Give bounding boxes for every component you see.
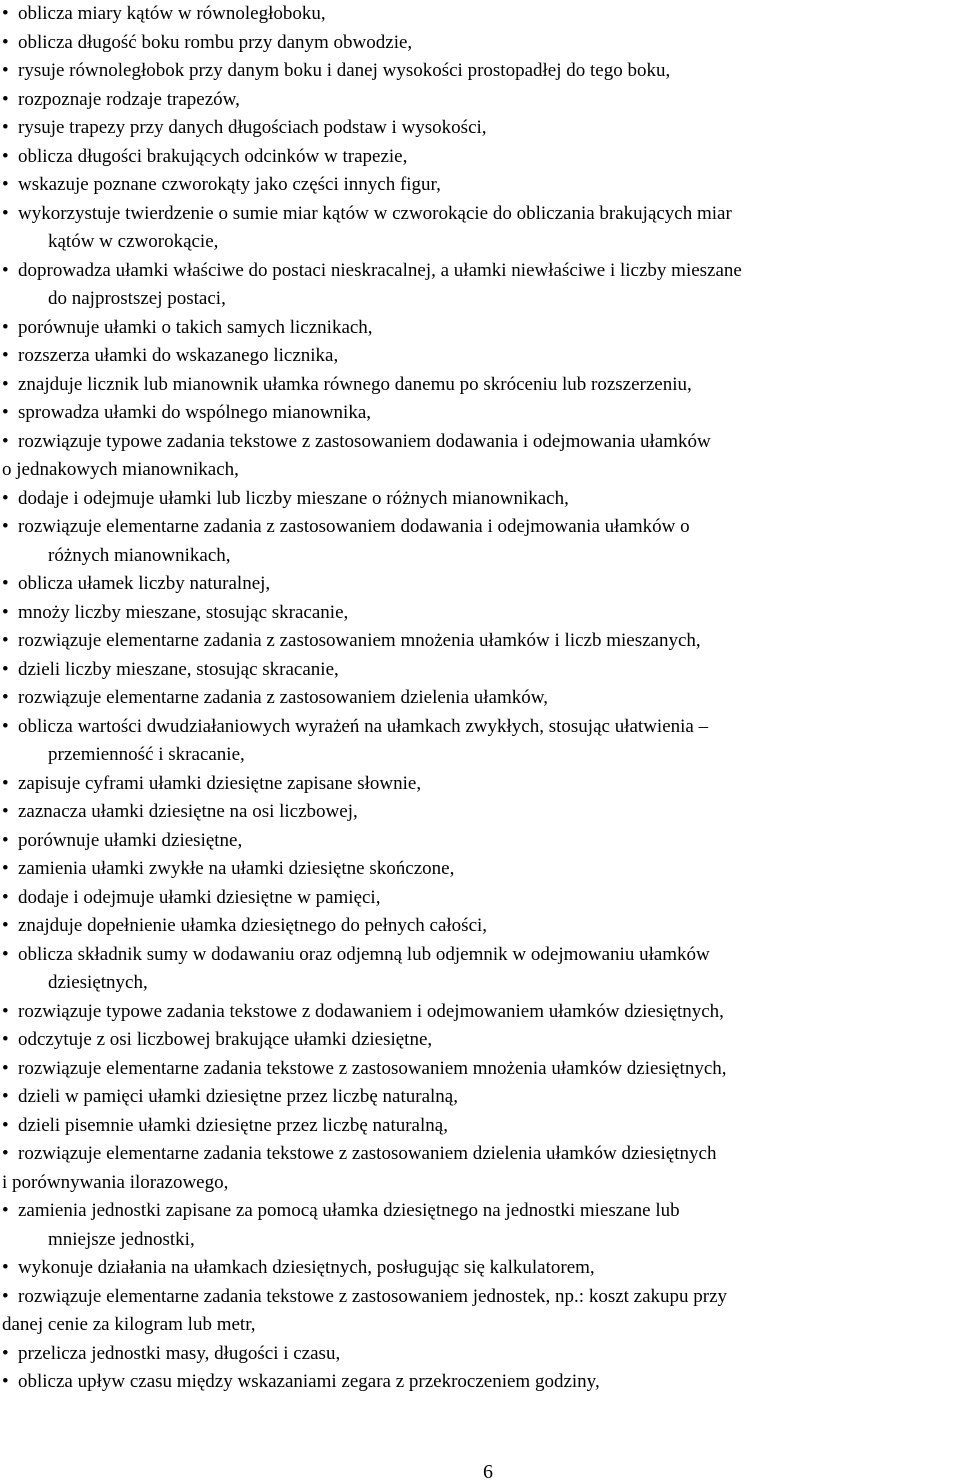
bullet-icon: • [2,516,9,537]
bullet-icon: • [2,1029,9,1050]
bullet-icon: • [2,117,9,138]
bullet-icon: • [2,1285,9,1307]
list-item-text: oblicza upływ czasu między wskazaniami zegara z przekroczeniem godziny, [18,1371,600,1392]
bullet-icon: • [2,943,9,965]
bullet-icon: • [2,1000,9,1022]
list-item-text: rozwiązuje elementarne zadania tekstowe z zastosowaniem mnożenia ułamków dziesiętnych, [18,1057,727,1079]
list-item-text: dzieli pisemnie ułamki dziesiętne przez liczbę naturalną, [18,1114,448,1136]
list-item-text: różnych mianownikach, [48,544,231,566]
bullet-icon: • [2,915,9,936]
list-item-text: mniejsze jednostki, [48,1228,195,1250]
list-item-text: sprowadza ułamki do wspólnego mianownika, [18,402,372,423]
list-item-text: rozwiązuje elementarne zadania tekstowe z zastosowaniem dzielenia ułamków dziesiętnych [18,1143,717,1164]
bullet-icon: • [2,573,9,594]
list-item-text: wskazuje poznane czworokąty jako części innych figur, [18,174,441,195]
bullet-icon: • [2,1342,9,1364]
page-number: 6 [483,1461,493,1483]
list-item-text: rozwiązuje elementarne zadania tekstowe z zastosowaniem jednostek, np.: koszt zakupu przy [18,1285,728,1307]
bullet-icon: • [2,487,9,509]
list-item-text: dodaje i odejmuje ułamki dziesiętne w pamięci, [18,886,381,908]
bullet-icon: • [2,630,9,651]
list-item-text: oblicza składnik sumy w dodawaniu oraz odjemną lub odjemnik w odejmowaniu ułamków [18,943,710,965]
list-item-text: zapisuje cyframi ułamki dziesiętne zapisane słownie, [18,772,422,794]
bullet-icon: • [2,88,9,110]
list-item-text: zaznacza ułamki dziesiętne na osi liczbowej, [18,801,358,822]
list-item-text: przelicza jednostki masy, długości i czasu, [18,1342,341,1364]
bullet-icon: • [2,202,9,224]
list-item-text: zamienia jednostki zapisane za pomocą ułamka dziesiętnego na jednostki mieszane lub [18,1200,680,1221]
list-item-text: rozwiązuje typowe zadania tekstowe z dodawaniem i odejmowaniem ułamków dziesiętnych, [18,1000,724,1022]
list-item-text: rysuje równoległobok przy danym boku i danej wysokości prostopadłej do tego boku, [18,60,671,81]
list-item-text: mnoży liczby mieszane, stosując skracanie, [18,601,349,623]
list-item-text: dzieli liczby mieszane, stosując skracanie, [18,658,339,680]
bullet-icon: • [2,3,9,24]
bullet-icon: • [2,174,9,195]
list-item-text: wykorzystuje twierdzenie o sumie miar kątów w czworokącie do obliczania brakujących miar [18,202,732,224]
bullet-icon: • [2,402,9,423]
bullet-icon: • [2,345,9,366]
list-item-text: znajduje licznik lub mianownik ułamka równego danemu po skróceniu lub rozszerzeniu, [18,373,692,395]
bullet-icon: • [2,1200,9,1221]
list-item-text: do najprostszej postaci, [48,288,226,309]
bullet-icon: • [2,715,9,737]
list-item-text: oblicza miary kątów w równoległoboku, [18,3,326,24]
list-item-text: doprowadza ułamki właściwe do postaci nieskracalnej, a ułamki niewłaściwe i liczby mieszane [18,259,742,281]
bullet-icon: • [2,1086,9,1107]
bullet-icon: • [2,145,9,167]
list-item-text: przemienność i skracanie, [48,744,245,765]
bullet-icon: • [2,886,9,908]
list-item-text: rozwiązuje elementarne zadania z zastosowaniem mnożenia ułamków i liczb mieszanych, [18,630,701,651]
list-item-text: rozszerza ułamki do wskazanego licznika, [18,345,339,366]
list-item-text: rozwiązuje elementarne zadania z zastosowaniem dodawania i odejmowania ułamków o [18,516,690,537]
bullet-icon: • [2,858,9,879]
bullet-icon: • [2,31,9,53]
list-item-text: o jednakowych mianownikach, [2,459,239,480]
list-item-text: odczytuje z osi liczbowej brakujące ułamki dziesiętne, [18,1029,433,1050]
bullet-icon: • [2,1257,9,1278]
list-item-text: rozwiązuje typowe zadania tekstowe z zastosowaniem dodawania i odejmowania ułamków [18,430,711,452]
list-item-text: danej cenie za kilogram lub metr, [2,1314,256,1335]
list-item-text: dodaje i odejmuje ułamki lub liczby mieszane o różnych mianownikach, [18,487,569,509]
list-item-text: rysuje trapezy przy danych długościach podstaw i wysokości, [18,117,487,138]
list-item-text: dziesiętnych, [48,972,148,993]
bullet-icon: • [2,430,9,452]
bullet-icon: • [2,601,9,623]
list-item-text: oblicza ułamek liczby naturalnej, [18,573,271,594]
list-item-text: rozpoznaje rodzaje trapezów, [18,88,240,110]
bullet-icon: • [2,801,9,822]
list-item-text: oblicza długości brakujących odcinków w trapezie, [18,145,408,167]
bullet-icon: • [2,373,9,395]
bullet-icon: • [2,316,9,338]
list-item-text: zamienia ułamki zwykłe na ułamki dziesiętne skończone, [18,858,455,879]
list-item-text: porównuje ułamki o takich samych licznikach, [18,316,373,338]
bullet-icon: • [2,772,9,794]
bullet-icon: • [2,1371,9,1392]
list-item-text: i porównywania ilorazowego, [2,1171,229,1193]
list-item-text: wykonuje działania na ułamkach dziesiętnych, posługując się kalkulatorem, [18,1257,595,1278]
bullet-icon: • [2,60,9,81]
list-item-text: dzieli w pamięci ułamki dziesiętne przez liczbę naturalną, [18,1086,458,1107]
list-item-text: oblicza długość boku rombu przy danym obwodzie, [18,31,413,53]
list-item-text: porównuje ułamki dziesiętne, [18,829,243,851]
list-item-text: znajduje dopełnienie ułamka dziesiętnego do pełnych całości, [18,915,488,936]
bullet-icon: • [2,829,9,851]
list-item-text: rozwiązuje elementarne zadania z zastosowaniem dzielenia ułamków, [18,687,548,708]
bullet-icon: • [2,259,9,281]
bullet-icon: • [2,1114,9,1136]
list-item-text: oblicza wartości dwudziałaniowych wyrażeń na ułamkach zwykłych, stosując ułatwienia – [18,715,709,737]
bullet-icon: • [2,1143,9,1164]
list-item-text: kątów w czworokącie, [48,231,219,252]
bullet-icon: • [2,658,9,680]
bullet-icon: • [2,1057,9,1079]
bullet-icon: • [2,687,9,708]
